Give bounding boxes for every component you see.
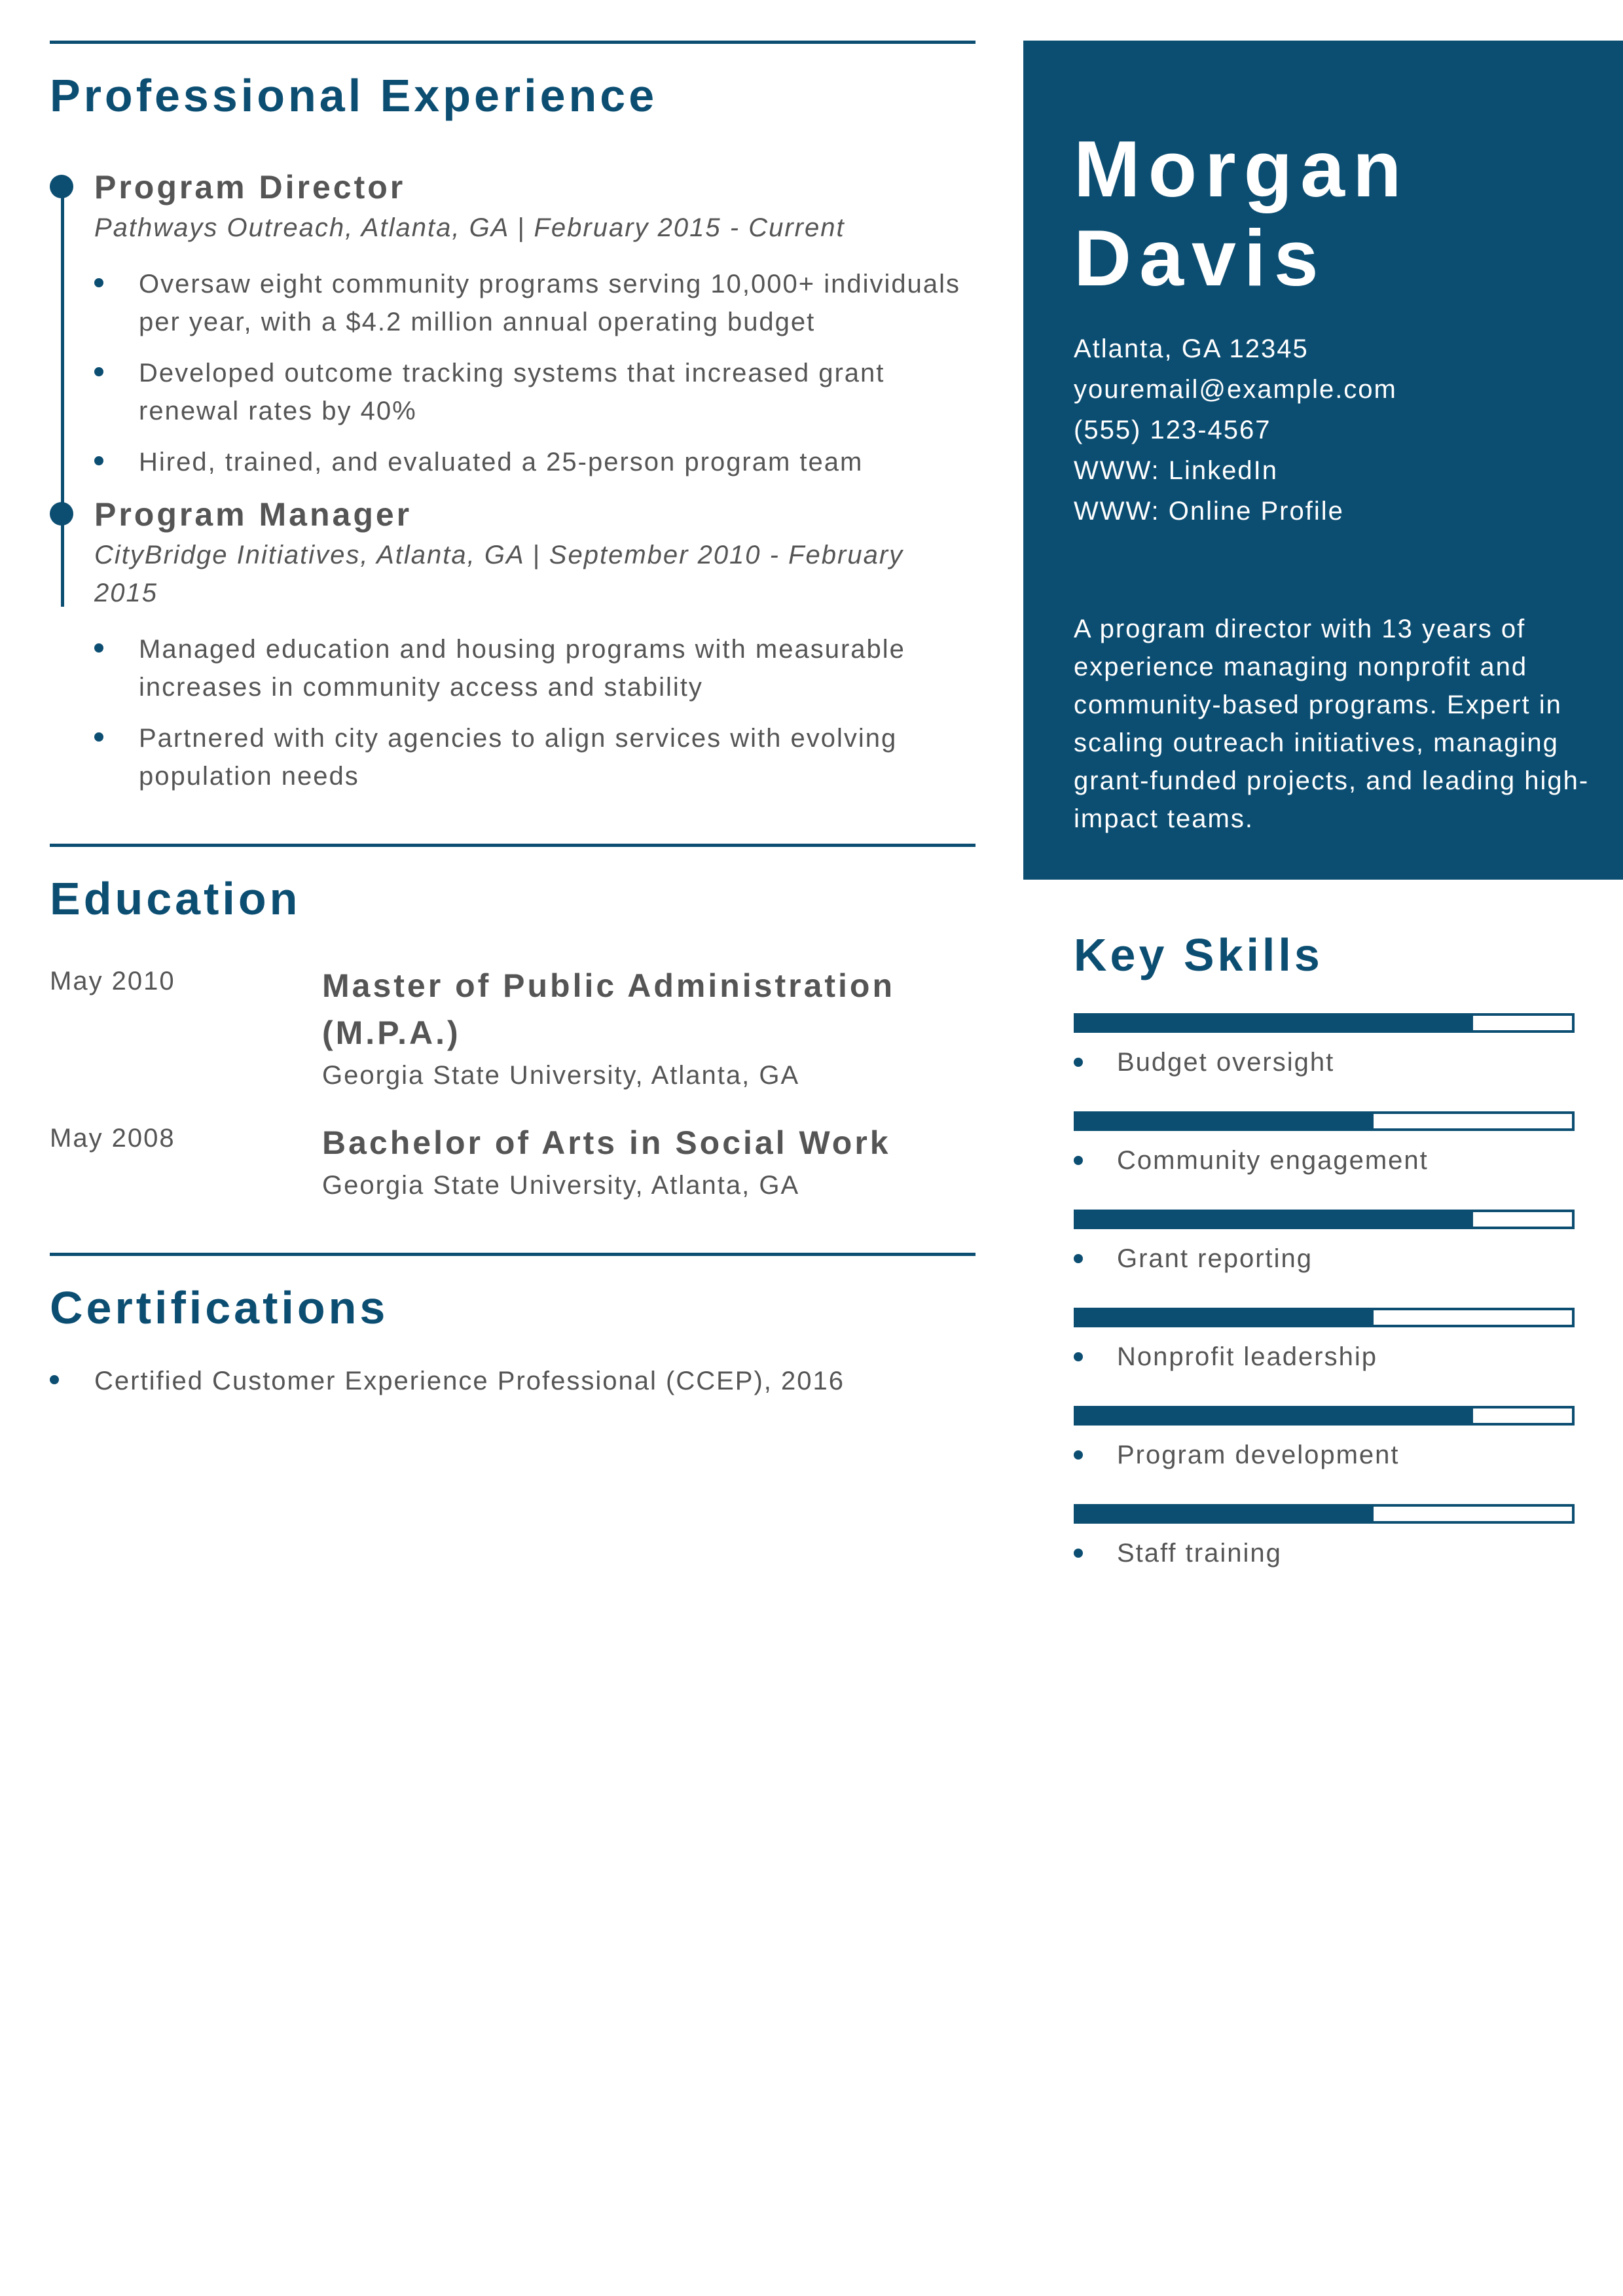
- education-date: May 2010: [50, 967, 175, 996]
- list-item: Hired, trained, and evaluated a 25-person program team: [94, 443, 976, 481]
- list-item: Oversaw eight community programs serving 10,000+ individuals per year, with a $4.2 million annual operating budget: [94, 265, 976, 341]
- skill-level-fill: [1076, 1114, 1374, 1128]
- bullet-icon: [1074, 1352, 1083, 1361]
- skill-label: Community engagement: [1117, 1146, 1429, 1175]
- main-column: [50, 41, 976, 1413]
- timeline-dot: [50, 502, 73, 526]
- job-title: Program Director: [94, 169, 406, 206]
- section-divider: [50, 41, 976, 44]
- education-degree: Bachelor of Arts in Social Work: [322, 1124, 891, 1161]
- skill-level-fill: [1076, 1507, 1374, 1521]
- bullet-icon: [1074, 1549, 1083, 1558]
- experience-list: [50, 167, 976, 795]
- list-item: Partnered with city agencies to align services with evolving population needs: [94, 719, 976, 795]
- skill-level-bar: [1074, 1406, 1575, 1426]
- job-entry: [50, 494, 976, 795]
- education-degree: Master of Public Administration (M.P.A.): [322, 967, 896, 1051]
- skill-level-bar: [1074, 1111, 1575, 1131]
- skill-level-bar: [1074, 1308, 1575, 1327]
- education-entry: [50, 962, 976, 1094]
- skill-level-fill: [1076, 1310, 1374, 1325]
- section-divider: [50, 844, 976, 847]
- education-title: Education: [50, 873, 301, 924]
- skill-level-fill: [1076, 1408, 1473, 1423]
- education-date: May 2008: [50, 1124, 175, 1153]
- skill-item: [1074, 1013, 1575, 1111]
- skills-title: Key Skills: [1074, 929, 1323, 980]
- skills-section: [1074, 929, 1575, 1602]
- skill-level-fill: [1076, 1212, 1473, 1227]
- certifications-title: Certifications: [50, 1282, 389, 1333]
- job-title: Program Manager: [94, 496, 412, 533]
- linkedin-link[interactable]: WWW: LinkedIn: [1074, 456, 1278, 485]
- list-item: Developed outcome tracking systems that increased grant renewal rates by 40%: [94, 354, 976, 430]
- skill-item: [1074, 1406, 1575, 1504]
- skill-level-bar: [1074, 1210, 1575, 1229]
- first-name: Morgan: [1074, 124, 1410, 213]
- skill-level-fill: [1076, 1016, 1473, 1030]
- skill-item: [1074, 1210, 1575, 1308]
- certifications-list: [50, 1362, 976, 1400]
- skill-level-bar: [1074, 1013, 1575, 1033]
- section-divider: [50, 1253, 976, 1256]
- phone: (555) 123-4567: [1074, 416, 1271, 444]
- job-meta: CityBridge Initiatives, Atlanta, GA | September 2010 - February 2015: [94, 541, 904, 607]
- skills-list: [1074, 1013, 1575, 1602]
- skill-item: [1074, 1111, 1575, 1210]
- job-bullets: [94, 265, 976, 481]
- location: Atlanta, GA 12345: [1074, 334, 1309, 363]
- website-link[interactable]: WWW: Online Profile: [1074, 497, 1344, 526]
- skill-label: Grant reporting: [1117, 1244, 1313, 1273]
- skill-item: [1074, 1504, 1575, 1602]
- experience-title: Professional Experience: [50, 70, 658, 121]
- skill-label: Nonprofit leadership: [1117, 1342, 1377, 1371]
- contact-info: [1074, 329, 1397, 531]
- candidate-name: [1074, 124, 1410, 302]
- skill-label: Budget oversight: [1117, 1048, 1335, 1077]
- list-item: Certified Customer Experience Professional (CCEP), 2016: [50, 1362, 976, 1400]
- bullet-icon: [1074, 1058, 1083, 1067]
- skill-level-bar: [1074, 1504, 1575, 1524]
- timeline-dot: [50, 175, 73, 198]
- last-name: Davis: [1074, 213, 1326, 302]
- skill-item: [1074, 1308, 1575, 1406]
- education-school: Georgia State University, Atlanta, GA: [322, 1061, 800, 1090]
- education-school: Georgia State University, Atlanta, GA: [322, 1171, 800, 1200]
- job-meta: Pathways Outreach, Atlanta, GA | February 2015 - Current: [94, 213, 845, 242]
- summary: A program director with 13 years of experience managing nonprofit and community-based programs. Expert in scaling outreach initiatives, managing grant-funded projects, and leading high-impact teams.: [1074, 615, 1590, 833]
- bullet-icon: [1074, 1450, 1083, 1460]
- job-bullets: [94, 630, 976, 795]
- list-item: Managed education and housing programs with measurable increases in community access and stability: [94, 630, 976, 706]
- bullet-icon: [1074, 1156, 1083, 1165]
- education-entry: [50, 1119, 976, 1204]
- skill-label: Program development: [1117, 1441, 1400, 1469]
- bullet-icon: [1074, 1254, 1083, 1263]
- job-entry: [50, 167, 976, 481]
- email-link[interactable]: youremail@example.com: [1074, 375, 1397, 404]
- profile-panel: [1023, 41, 1623, 880]
- skill-label: Staff training: [1117, 1539, 1282, 1568]
